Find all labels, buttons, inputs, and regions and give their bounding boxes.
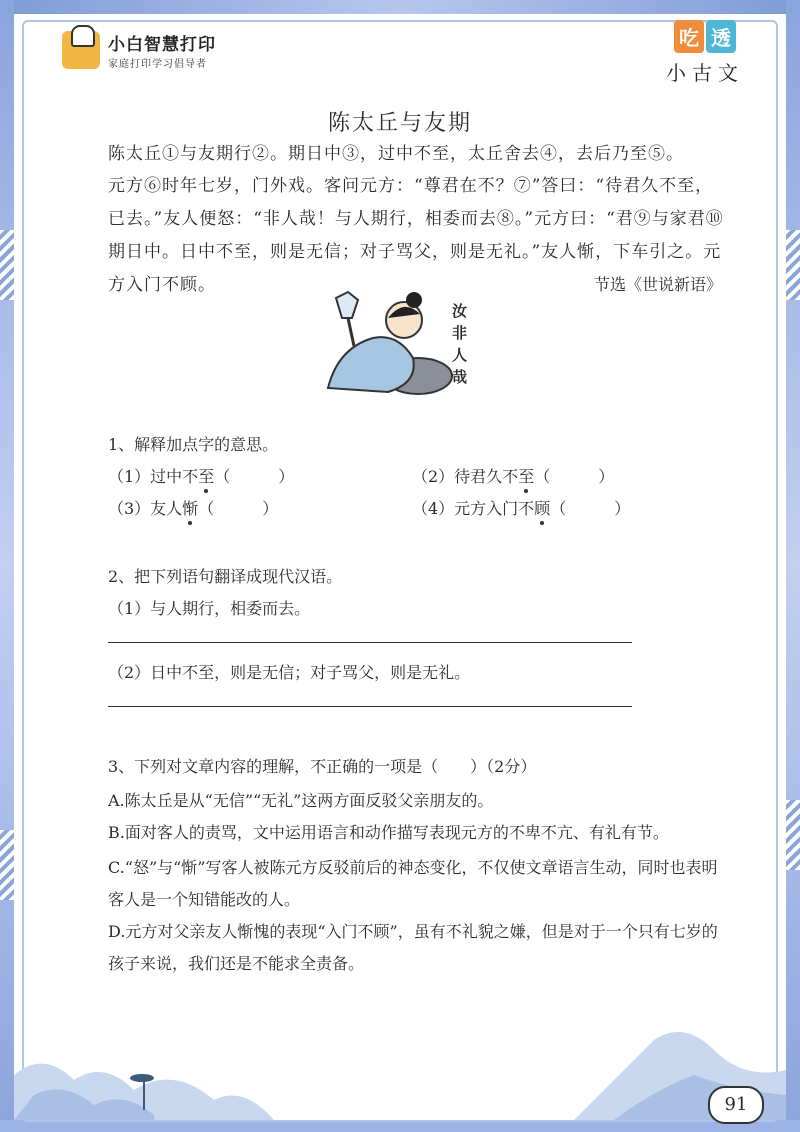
- passage-paragraph-2: 元方⑥时年七岁，门外戏。客问元方：“尊君在不？⑦”答曰：“待君久不至，已去。”友人便怒：“非人哉！与人期行，相委而去⑧。”元方曰：“君⑨与家君⑩期日中。日中不至，则是无信；对子骂父，则是无礼。”友人惭，下车引之。元方入门不顾。: [108, 176, 724, 295]
- frame-right: [786, 0, 800, 1132]
- brand-logo: [62, 30, 216, 70]
- badge-tou: 透: [706, 20, 736, 53]
- brand-name: 小白智慧打印: [108, 35, 216, 55]
- q2-sentence-1: （1）与人期行，相委而去。: [108, 599, 311, 618]
- passage-paragraph-1: 陈太丘①与友期行②。期日中③，过中不至，太丘舍去④，去后乃至⑤。: [108, 144, 684, 164]
- answer-line-1[interactable]: [108, 642, 632, 643]
- q1-item-3: （3）友人惭（ ）: [108, 499, 279, 518]
- stripe-right-top: [786, 230, 800, 300]
- q1-item-4: （4）元方入门不顾（ ）: [412, 499, 631, 518]
- passage-source: 节选《世说新语》: [593, 275, 722, 294]
- frame-top: [0, 0, 800, 14]
- stripe-left-top: [0, 230, 14, 300]
- illustration-caption: 汝非人哉: [452, 302, 468, 386]
- q2-title: 2、把下列语句翻译成现代汉语。: [108, 567, 343, 586]
- printer-logo-icon: [62, 31, 100, 69]
- q1-item-2: （2）待君久不至（ ）: [412, 467, 615, 486]
- page-title: 陈太丘与友期: [327, 111, 472, 136]
- stripe-left-bottom: [0, 830, 14, 900]
- q1-item-1: （1）过中不至（ ）: [108, 467, 295, 486]
- mountain-landscape: [14, 1020, 786, 1120]
- series-badge: [666, 20, 744, 86]
- q3-title: 3、下列对文章内容的理解，不正确的一项是（ ）（2分）: [108, 757, 537, 776]
- badge-series: 小古文: [666, 61, 744, 85]
- q3-option-a[interactable]: A.陈太丘是从“无信”“无礼”这两方面反驳父亲朋友的。: [108, 791, 494, 810]
- frame-left: [0, 0, 14, 1132]
- answer-line-2[interactable]: [108, 706, 632, 707]
- badge-chi: 吃: [674, 20, 704, 53]
- stripe-right-bottom: [786, 800, 800, 870]
- page-number: 91: [708, 1086, 764, 1124]
- q3-option-b[interactable]: B.面对客人的责骂，文中运用语言和动作描写表现元方的不卑不亢、有礼有节。: [108, 823, 669, 842]
- brand-slogan: 家庭打印学习倡导者: [108, 59, 207, 70]
- q3-option-d[interactable]: D.元方对父亲友人惭愧的表现“入门不顾”，虽有不礼貌之嫌，但是对于一个只有七岁的孩子来说，我们还是不能求全责备。: [108, 922, 718, 973]
- q3-option-c[interactable]: C.“怒”与“惭”写客人被陈元方反驳前后的神态变化，不仅使文章语言生动，同时也表明客人是一个知错能改的人。: [108, 858, 718, 909]
- q2-sentence-2: （2）日中不至，则是无信；对子骂父，则是无礼。: [108, 663, 471, 682]
- q1-title: 1、解释加点字的意思。: [108, 435, 279, 454]
